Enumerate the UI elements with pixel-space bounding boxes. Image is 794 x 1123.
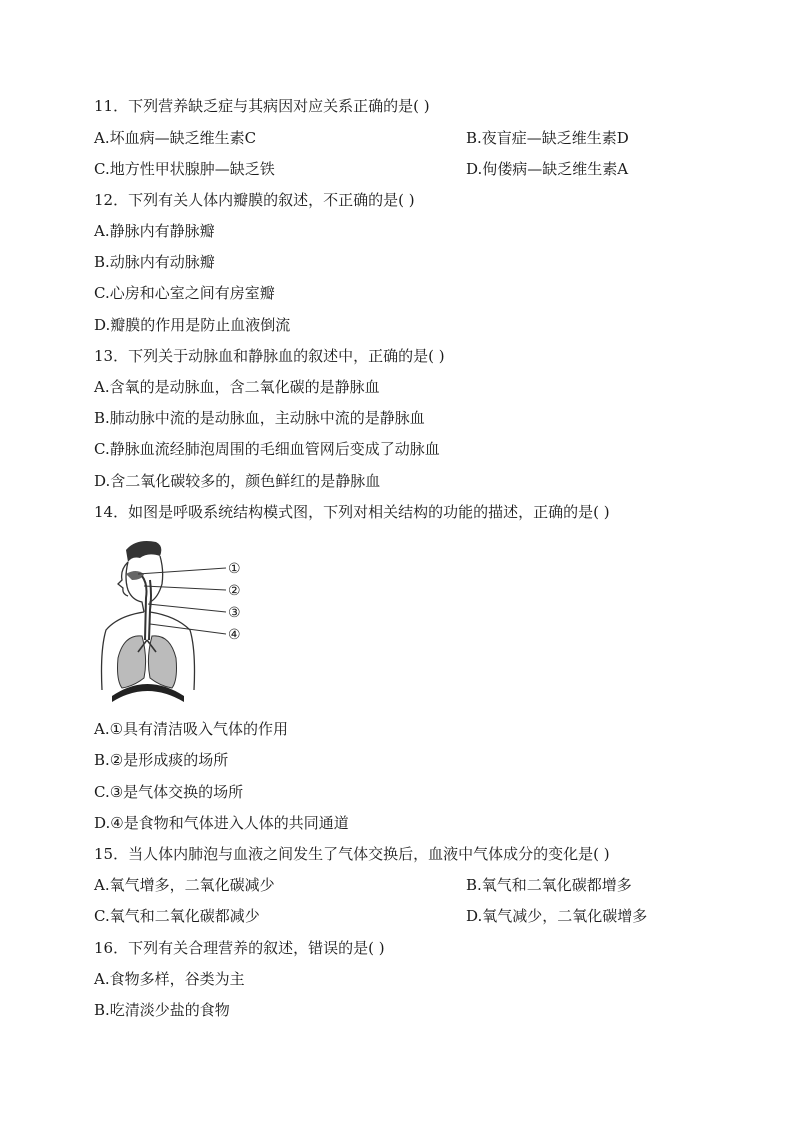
question-15-row-1 (94, 875, 632, 895)
question-11-option-a: A.坏血病—缺乏维生素C (94, 129, 257, 147)
question-15-option-b: B.氧气和二氧化碳都增多 (466, 876, 632, 894)
question-12-stem: 12．下列有关人体内瓣膜的叙述，不正确的是( ) (94, 191, 415, 209)
question-12-option-b: B.动脉内有动脉瓣 (94, 253, 215, 271)
figure-label-2: ② (228, 583, 241, 599)
question-14-option-c: C.③是气体交换的场所 (94, 783, 244, 801)
question-11-option-c: C.地方性甲状腺肿—缺乏铁 (94, 160, 275, 178)
question-11-option-b: B.夜盲症—缺乏维生素D (466, 129, 629, 147)
question-13-option-a: A.含氧的是动脉血，含二氧化碳的是静脉血 (94, 378, 380, 396)
question-16-option-b: B.吃清淡少盐的食物 (94, 1001, 230, 1019)
right-lung (148, 636, 176, 688)
leader-line-3 (148, 604, 226, 612)
question-14-option-d: D.④是食物和气体进入人体的共同通道 (94, 814, 349, 832)
left-lung (118, 636, 146, 688)
head-outline (126, 556, 163, 612)
question-14-option-a: A.①具有清洁吸入气体的作用 (94, 720, 289, 738)
question-15-row-2 (94, 906, 648, 926)
trachea (149, 580, 151, 640)
question-11-option-d: D.佝偻病—缺乏维生素A (466, 160, 629, 178)
question-14-option-b: B.②是形成痰的场所 (94, 751, 229, 769)
question-11-row-1 (94, 128, 629, 148)
question-16-stem: 16．下列有关合理营养的叙述，错误的是( ) (94, 939, 385, 957)
question-11-row-2 (94, 159, 629, 179)
figure-label-3: ③ (228, 605, 241, 621)
question-12-option-a: A.静脉内有静脉瓣 (94, 222, 215, 240)
leader-line-4 (150, 624, 226, 634)
figure-label-1: ① (228, 561, 241, 577)
question-16-option-a: A.食物多样，谷类为主 (94, 970, 245, 988)
figure-label-4: ④ (228, 627, 241, 643)
question-15-option-c: C.氧气和二氧化碳都减少 (94, 907, 260, 925)
question-15-stem: 15．当人体内肺泡与血液之间发生了气体交换后，血液中气体成分的变化是( ) (94, 845, 610, 863)
question-15-option-d: D.氧气减少，二氧化碳增多 (466, 907, 648, 925)
question-12-option-c: C.心房和心室之间有房室瓣 (94, 284, 275, 302)
leader-line-2 (144, 586, 226, 590)
question-13-option-c: C.静脉血流经肺泡周围的毛细血管网后变成了动脉血 (94, 440, 440, 458)
respiratory-system-diagram (98, 540, 258, 710)
question-13-option-d: D.含二氧化碳较多的，颜色鲜红的是静脉血 (94, 472, 381, 490)
nasal-cavity (126, 571, 144, 580)
head-hair (126, 541, 161, 562)
question-11-stem: 11．下列营养缺乏症与其病因对应关系正确的是( ) (94, 97, 430, 115)
question-15-option-a: A.氧气增多，二氧化碳减少 (94, 876, 275, 894)
question-12-option-d: D.瓣膜的作用是防止血液倒流 (94, 316, 291, 334)
question-13-stem: 13．下列关于动脉血和静脉血的叙述中，正确的是( ) (94, 347, 445, 365)
question-13-option-b: B.肺动脉中流的是动脉血，主动脉中流的是静脉血 (94, 409, 425, 427)
torso-outline (102, 612, 195, 690)
question-14-stem: 14．如图是呼吸系统结构模式图，下列对相关结构的功能的描述，正确的是( ) (94, 503, 610, 521)
leader-line-1 (138, 568, 226, 574)
